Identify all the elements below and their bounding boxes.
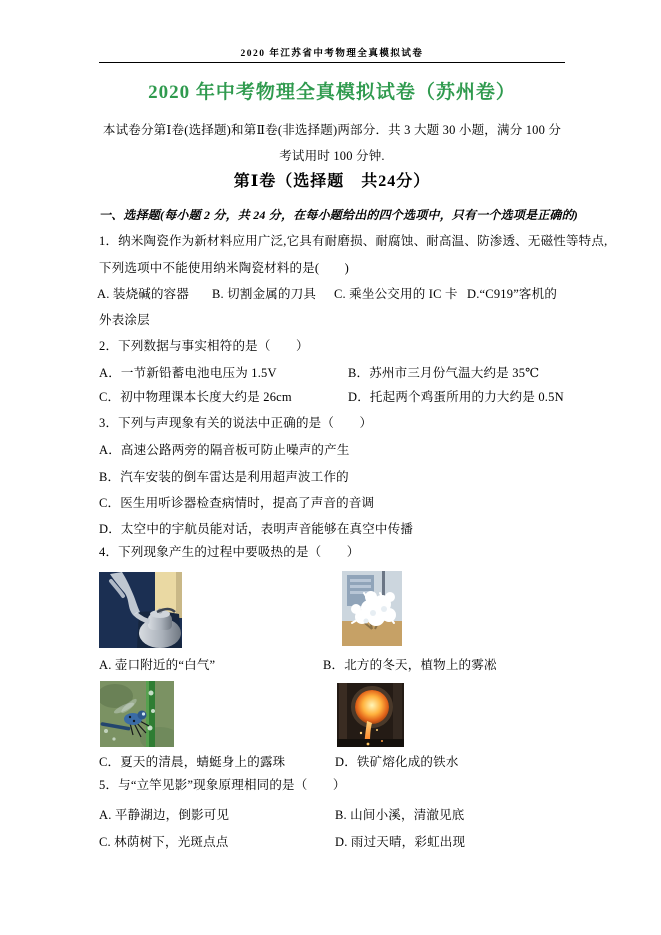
page-title: 2020 年中考物理全真模拟试卷（苏州卷） xyxy=(148,82,516,103)
question-1-option-a: A. 装烧碱的容器 xyxy=(97,287,190,301)
question-3-option-c: C．医生用听诊器检查病情时，提高了声音的音调 xyxy=(99,496,375,510)
frost-rime-photo xyxy=(342,571,402,646)
dragonfly-dew-photo xyxy=(100,681,174,747)
intro-line-1: 本试卷分第Ⅰ卷(选择题)和第Ⅱ卷(非选择题)两部分．共 3 大题 30 小题，满分 100 分 xyxy=(102,123,562,137)
section-title: 第Ⅰ卷（选择题 共24分） xyxy=(233,173,431,190)
question-4-option-a: A. 壶口附近的“白气” xyxy=(99,658,216,672)
question-2-option-b: B．苏州市三月份气温大约是 35℃ xyxy=(348,366,540,380)
question-5-stem: 5．与“立竿见影”现象原理相同的是（ ） xyxy=(99,778,346,792)
kettle-steam-photo xyxy=(99,572,182,648)
question-1-stem-line2: 下列选项中不能使用纳米陶瓷材料的是( ) xyxy=(99,261,350,275)
question-3-option-d: D．太空中的宇航员能对话，表明声音能够在真空中传播 xyxy=(99,522,414,536)
question-5-option-a: A. 平静湖边，倒影可见 xyxy=(99,808,230,822)
question-4-option-c: C．夏天的清晨，蜻蜓身上的露珠 xyxy=(99,755,286,769)
question-1-option-d-continuation: 外表涂层 xyxy=(99,313,150,327)
molten-iron-photo xyxy=(337,683,404,747)
question-3-option-a: A．高速公路两旁的隔音板可防止噪声的产生 xyxy=(99,443,350,457)
question-2-stem: 2．下列数据与事实相符的是（ ） xyxy=(99,339,309,353)
running-header: 2020 年江苏省中考物理全真模拟试卷 xyxy=(240,49,424,59)
question-4-stem: 4．下列现象产生的过程中要吸热的是（ ） xyxy=(99,545,360,559)
question-4-option-d: D．铁矿熔化成的铁水 xyxy=(335,755,459,769)
question-1-option-c: C. 乘坐公交用的 IC 卡 xyxy=(334,287,458,301)
question-5-option-c: C. 林荫树下，光斑点点 xyxy=(99,835,229,849)
question-1-option-d: D.“C919”客机的 xyxy=(467,287,558,301)
intro-line-2: 考试用时 100 分钟. xyxy=(279,149,385,163)
question-5-option-d: D. 雨过天晴，彩虹出现 xyxy=(335,835,466,849)
question-5-option-b: B. 山间小溪，清澈见底 xyxy=(335,808,465,822)
question-3-stem: 3．下列与声现象有关的说法中正确的是（ ） xyxy=(99,416,373,430)
question-2-option-c: C．初中物理课本长度大约是 26cm xyxy=(99,390,292,404)
section-subtitle: 一、选择题(每小题 2 分，共 24 分，在每小题给出的四个选项中，只有一个选项是正确的) xyxy=(99,208,578,222)
question-1-stem-line1: 1．纳米陶瓷作为新材料应用广泛,它具有耐磨损、耐腐蚀、耐高温、防渗透、无磁性等特点, xyxy=(99,234,608,248)
question-1-option-b: B. 切割金属的刀具 xyxy=(212,287,317,301)
question-2-option-a: A．一节新铅蓄电池电压为 1.5V xyxy=(99,366,277,380)
question-4-option-b: B．北方的冬天，植物上的雾凇 xyxy=(323,658,497,672)
question-2-option-d: D．托起两个鸡蛋所用的力大约是 0.5N xyxy=(348,390,564,404)
header-rule xyxy=(99,62,565,63)
question-3-option-b: B．汽车安装的倒车雷达是利用超声波工作的 xyxy=(99,470,349,484)
